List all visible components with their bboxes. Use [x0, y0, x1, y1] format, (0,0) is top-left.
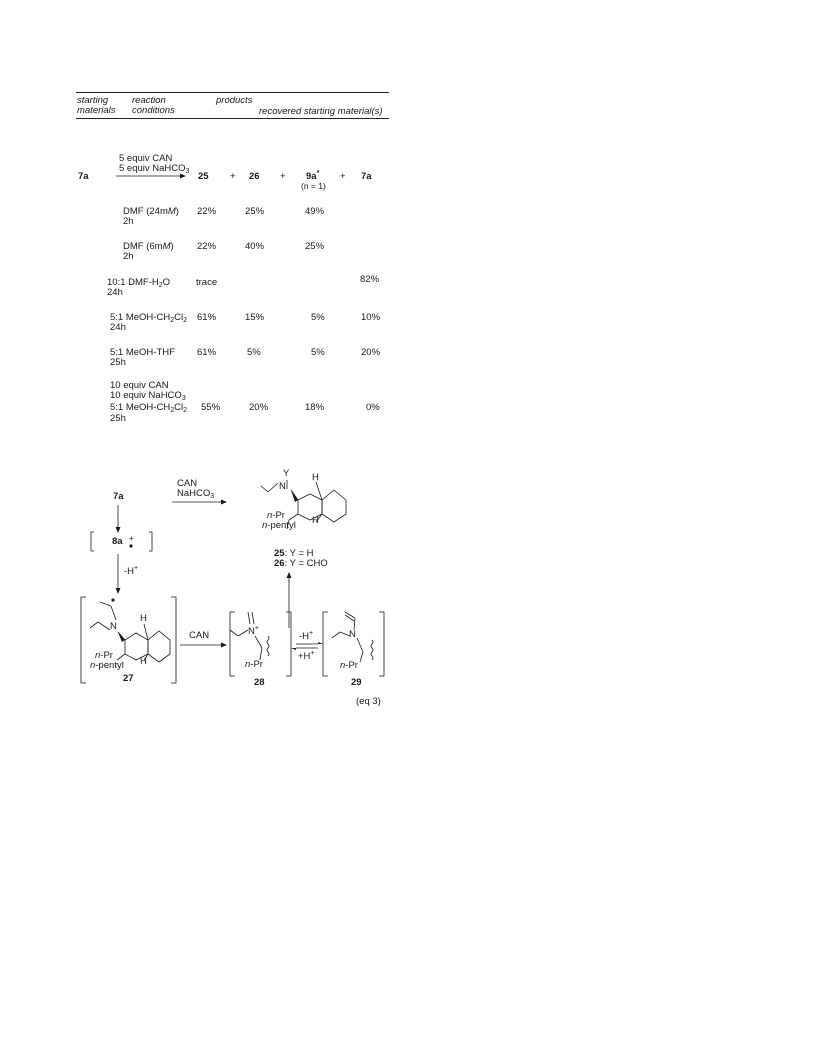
product-N: N [279, 481, 286, 492]
row2-yield-25: 22% [197, 241, 217, 252]
eq3-sm-7a: 7a [113, 491, 124, 502]
c27-N: N [110, 621, 117, 632]
row2-condition: DMF (6mM) [123, 241, 174, 252]
row1-yield-9a: 49% [305, 206, 325, 217]
c27-npentyl: n-pentyl [90, 660, 124, 671]
scheme-plus-3: + [340, 171, 346, 182]
header-reaction: reaction [132, 95, 166, 106]
scheme-plus-2: + [280, 171, 286, 182]
row6-yield-9a: 18% [305, 402, 325, 413]
c28-npr: n-Pr [245, 659, 263, 670]
row4-recovered-7a: 10% [361, 312, 381, 323]
product-npr: n-Pr [267, 510, 285, 521]
header-products: products [216, 95, 253, 106]
c29-N: N [349, 629, 356, 640]
product-25-label: 25: Y = H [274, 548, 314, 559]
scheme-product-9a: 9a* [306, 170, 320, 182]
row6-yield-25: 55% [201, 402, 221, 413]
row1-condition: DMF (24mM) [123, 206, 179, 217]
compound-29-label: 29 [351, 677, 362, 688]
row2-yield-26: 40% [245, 241, 265, 252]
header-materials: materials [77, 105, 116, 116]
scheme-product-26: 26 [249, 171, 260, 182]
row5-time: 25h [110, 357, 126, 368]
c27-H-top: H [140, 613, 147, 624]
compound-27-label: 27 [123, 673, 134, 684]
row3-time: 24h [107, 287, 123, 298]
row6-equiv-can: 10 equiv CAN [110, 380, 169, 391]
table-top-rule [76, 92, 389, 93]
eq3-reagent-can: CAN [177, 478, 198, 489]
row5-condition: 5:1 MeOH-THF [110, 347, 175, 358]
deprotonation-label: -H+ [124, 565, 139, 577]
scheme-cond1: 5 equiv CAN [119, 153, 173, 164]
radical-cation-8a: 8a [112, 536, 123, 547]
product-26-label: 26: Y = CHO [274, 558, 328, 569]
scheme-sm-7a: 7a [78, 171, 89, 182]
scheme-9a-note: (n = 1) [301, 181, 326, 191]
radical-cation-plus: + [129, 534, 134, 543]
row5-yield-25: 61% [197, 347, 217, 358]
scheme-cond2: 5 equiv NaHCO$_3$ [119, 163, 190, 175]
header-recovered: recovered starting material(s) [259, 106, 383, 117]
equation-label: (eq 3) [356, 696, 381, 707]
compound-28-label: 28 [254, 677, 265, 688]
row6-time: 25h [110, 413, 126, 424]
header-conditions: conditions [132, 105, 175, 116]
eq3-reagent-nahco3: NaHCO$_3$ [177, 488, 215, 500]
row4-time: 24h [110, 322, 126, 333]
row3-yield-25: trace [196, 277, 218, 288]
row3-recovered-7a: 82% [360, 274, 380, 285]
row4-yield-26: 15% [245, 312, 265, 323]
row5-recovered-7a: 20% [361, 347, 381, 358]
row4-condition: 5:1 MeOH-$CH_2Cl_2$ [110, 312, 187, 324]
scheme-plus-1: + [230, 171, 236, 182]
product-H-bottom: H [312, 515, 319, 526]
row1-time: 2h [123, 216, 134, 227]
row5-yield-9a: 5% [311, 347, 325, 358]
product-H-top: H [312, 472, 319, 483]
can-arrow-label: CAN [189, 630, 210, 641]
row1-yield-25: 22% [197, 206, 217, 217]
scheme-recovered-7a: 7a [361, 171, 372, 182]
row4-yield-9a: 5% [311, 312, 325, 323]
product-npentyl: n-pentyl [262, 520, 296, 531]
c27-H-bottom: H [140, 656, 147, 667]
product-Y: Y [283, 468, 290, 479]
table-header-rule [76, 118, 389, 119]
c27-npr: n-Pr [95, 650, 113, 661]
row3-condition: 10:1 DMF-$H_2O$ [107, 277, 171, 289]
row6-condition: 5:1 MeOH-$CH_2Cl_2$ [110, 402, 187, 414]
row2-yield-9a: 25% [305, 241, 325, 252]
c29-npr: n-Pr [340, 660, 358, 671]
scheme-product-25: 25 [198, 171, 209, 182]
row6-yield-26: 20% [249, 402, 269, 413]
plus-h-label: +H+ [298, 650, 315, 662]
minus-h-label: -H+ [299, 630, 314, 642]
row1-yield-26: 25% [245, 206, 265, 217]
row6-recovered-7a: 0% [366, 402, 380, 413]
row4-yield-25: 61% [197, 312, 217, 323]
row2-time: 2h [123, 251, 134, 262]
c28-N: N+ [248, 625, 259, 637]
row5-yield-26: 5% [247, 347, 261, 358]
row6-equiv-nahco3: 10 equiv NaHCO$_3$ [110, 390, 186, 402]
header-starting: starting [77, 95, 109, 106]
